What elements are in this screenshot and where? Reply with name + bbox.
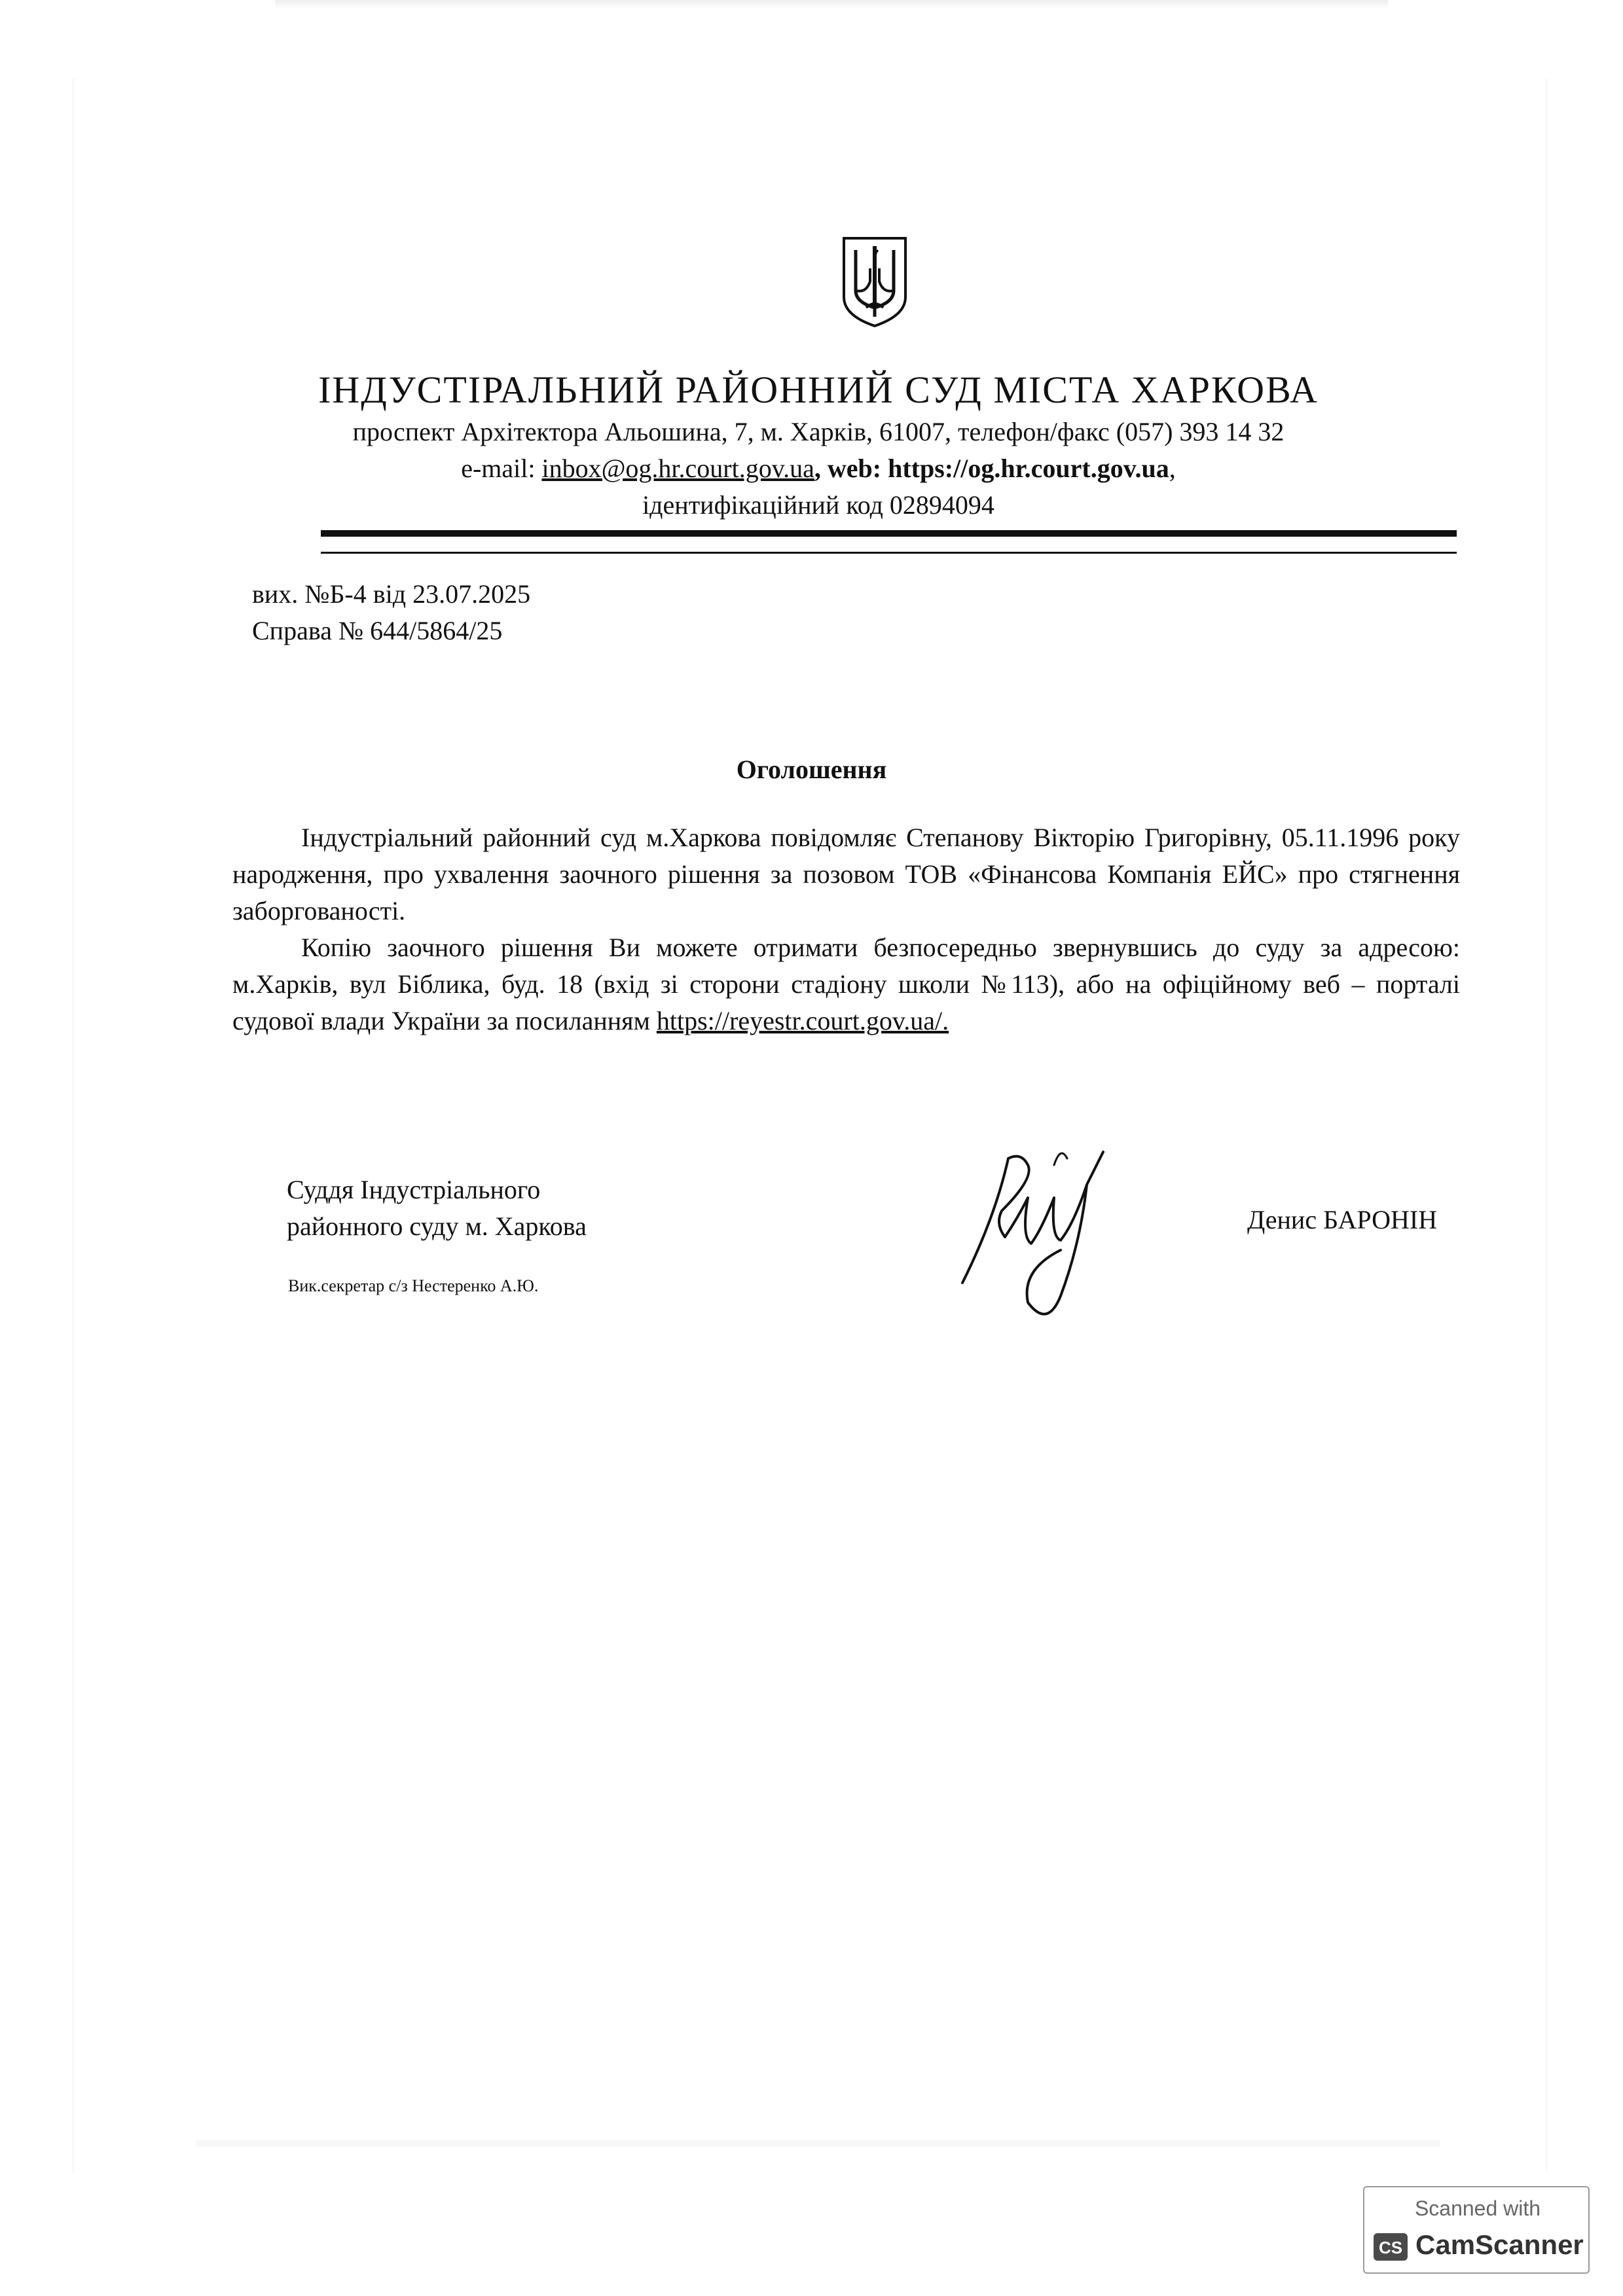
- camscanner-watermark: [1363, 2186, 1590, 2274]
- coat-of-arms-icon: [840, 234, 909, 329]
- announcement-body: [232, 819, 1460, 1039]
- email-link[interactable]: inbox@og.hr.court.gov.ua: [541, 454, 814, 483]
- letterhead: [262, 367, 1375, 524]
- registry-link[interactable]: https://reyestr.court.gov.ua/.: [656, 1006, 949, 1035]
- judge-title-line-1: Суддя Індустріального: [287, 1175, 541, 1204]
- outgoing-number: вих. №Б-4 від 23.07.2025: [252, 579, 531, 609]
- paragraph-2-text: Копію заочного рішення Ви можете отримати безпосередньо звернувшись до суду за адресою: м.Харків, вул Біблика, буд. 18 (вхід зі сторони стадіону школи №113), або на офіційному веб – порталі судової влади України за посиланням: [232, 933, 1460, 1035]
- court-id-code: ідентифікаційний код 02894094: [642, 490, 994, 520]
- scan-artifact-left: [72, 79, 75, 2173]
- court-name: ІНДУСТІРАЛЬНИЙ РАЙОННИЙ СУД МІСТА ХАРКОВА: [318, 368, 1319, 411]
- judge-name: Денис БАРОНІН: [1247, 1205, 1438, 1234]
- case-number: Справа № 644/5864/25: [252, 616, 503, 645]
- handwritten-signature: [956, 1139, 1126, 1322]
- scan-artifact-bottom: [196, 2140, 1440, 2147]
- header-rule-thick: [321, 530, 1457, 537]
- scan-artifact-right: [1545, 79, 1548, 2173]
- court-address: проспект Архітектора Альошина, 7, м. Харків, 61007, телефон/факс (057) 393 14 32: [352, 417, 1285, 446]
- paragraph-2: [232, 929, 1460, 1039]
- scanned-with-label: Scanned with: [1414, 2197, 1541, 2220]
- camscanner-name: CamScanner: [1415, 2229, 1584, 2260]
- judge-title-line-2: районного суду м. Харкова: [287, 1211, 587, 1241]
- web-link[interactable]: , web: https://og.hr.court.gov.ua: [814, 454, 1169, 483]
- judge-title: [287, 1172, 587, 1245]
- camscanner-logo-icon: [1374, 2233, 1408, 2261]
- scan-artifact-top: [275, 0, 1388, 9]
- reference-block: [252, 576, 530, 649]
- camscanner-logo-letters: CS: [1378, 2238, 1403, 2257]
- email-label: e-mail:: [461, 454, 542, 483]
- paragraph-1: Індустріальний районний суд м.Харкова повідомляє Степанову Вікторію Григорівну, 05.11.1996 року народження, про ухвалення заочного рішення за позовом ТОВ «Фінансова Компанія ЕЙС» про стягнення заборгованості.: [232, 823, 1460, 925]
- header-rule-thin: [321, 552, 1457, 554]
- web-suffix: ,: [1169, 454, 1176, 483]
- secretary-note: Вик.секретар с/з Нестеренко А.Ю.: [288, 1276, 539, 1295]
- document-title: Оголошення: [736, 755, 887, 784]
- court-contacts: [262, 450, 1375, 487]
